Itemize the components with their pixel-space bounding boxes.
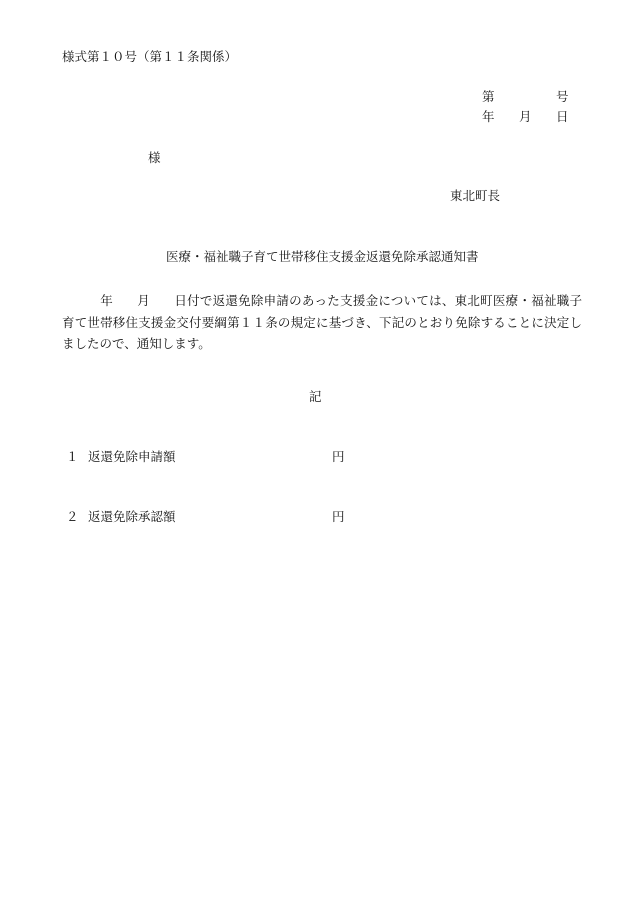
date-year: 年 [482, 109, 495, 124]
item-unit: 円 [332, 509, 345, 524]
item-number: １ [66, 449, 79, 464]
body-text: 日付で返還免除申請のあった支援金については、東北町医療・福祉職子育て世帯移住支援金交付要綱第１１条の規定に基づき、下記のとおり免除することに決定しましたので、通知します。 [62, 293, 582, 351]
issuer: 東北町長 [450, 188, 501, 203]
item-label: 返還免除申請額 [88, 449, 176, 464]
body-year: 年 [100, 293, 114, 308]
item-number: ２ [66, 509, 79, 524]
date-day: 日 [556, 109, 569, 124]
form-number: 様式第１０号（第１１条関係） [62, 49, 238, 64]
ki-heading: 記 [309, 389, 322, 404]
document-title: 医療・福祉職子育て世帯移住支援金返還免除承認通知書 [166, 249, 479, 264]
body-month: 月 [137, 293, 151, 308]
date-month: 月 [519, 109, 532, 124]
doc-number-suffix: 号 [556, 89, 569, 104]
item-unit: 円 [332, 449, 345, 464]
body-paragraph [62, 290, 582, 355]
item-label: 返還免除承認額 [88, 509, 176, 524]
recipient-suffix: 様 [148, 150, 161, 165]
doc-number-prefix: 第 [482, 89, 495, 104]
